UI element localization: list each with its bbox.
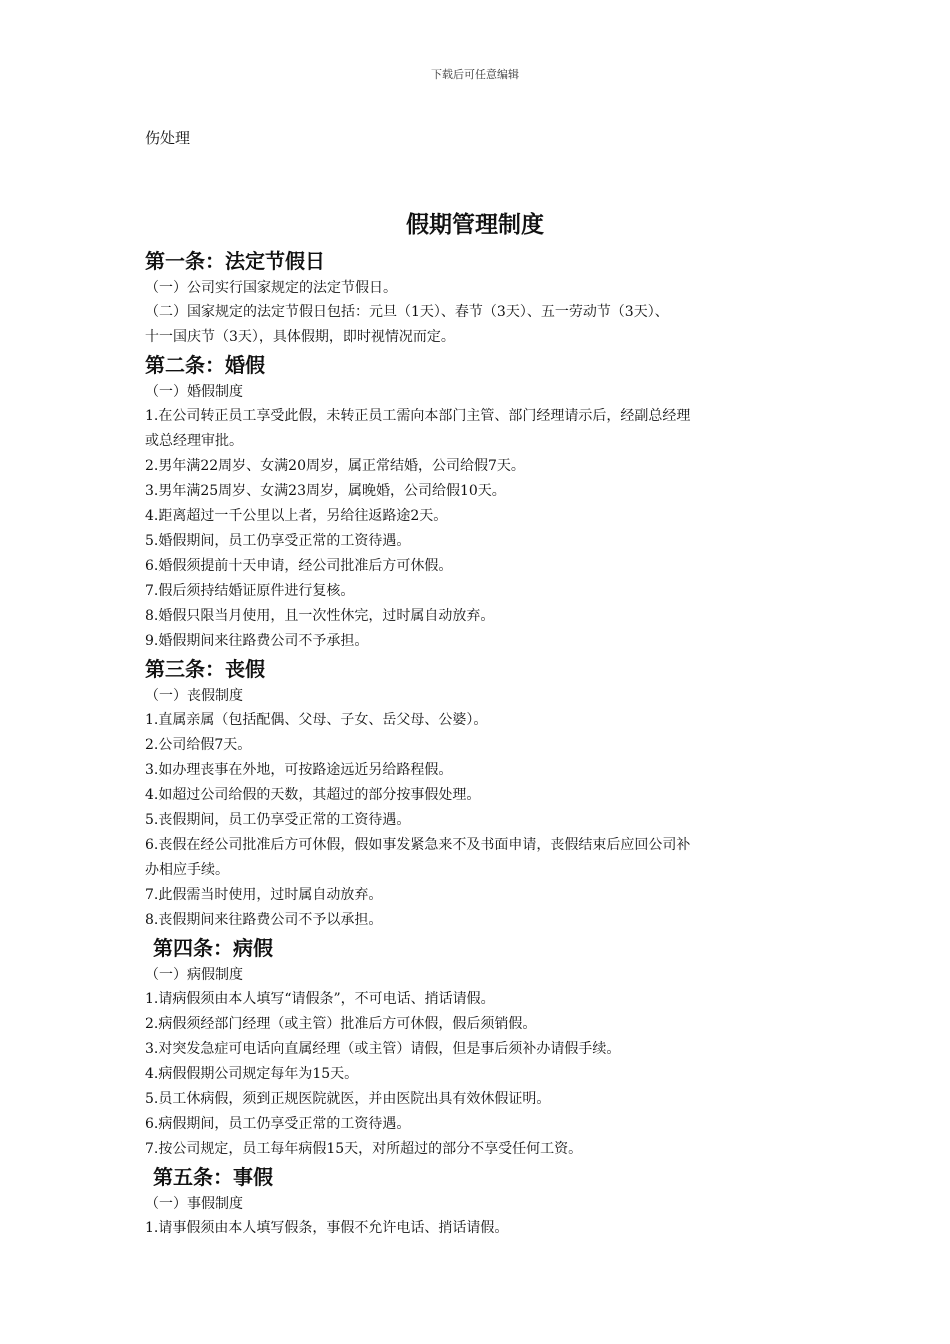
section-heading: 第一条：法定节假日: [145, 249, 325, 273]
document-body: [145, 246, 810, 1241]
document-title: 假期管理制度: [406, 212, 544, 238]
clause-line: 十一国庆节（3天），具体假期，即时视情况而定。: [145, 329, 455, 345]
clause-line: 8.丧假期间来往路费公司不予以承担。: [145, 912, 383, 928]
clause-line: 1.请事假须由本人填写假条，事假不允许电话、捎话请假。: [145, 1220, 509, 1236]
clause-line: 5.员工休病假，须到正规医院就医，并由医院出具有效休假证明。: [145, 1091, 551, 1107]
clause-line: 6.婚假须提前十天申请，经公司批准后方可休假。: [145, 558, 453, 574]
clause-line: 3.男年满25周岁、女满23周岁，属晚婚，公司给假10天。: [145, 483, 506, 499]
clause-line: （二）国家规定的法定节假日包括：元旦（1天）、春节（3天）、五一劳动节（3天）、: [145, 304, 669, 320]
clause-line: 5.丧假期间，员工仍享受正常的工资待遇。: [145, 812, 411, 828]
clause-line: 8.婚假只限当月使用，且一次性休完，过时属自动放弃。: [145, 608, 495, 624]
clause-line: 6.丧假在经公司批准后方可休假，假如事发紧急来不及书面申请，丧假结束后应回公司补: [145, 837, 691, 853]
clause-line: 1.请病假须由本人填写“请假条”，不可电话、捎话请假。: [145, 991, 495, 1007]
clause-line: 4.距离超过一千公里以上者，另给往返路途2天。: [145, 508, 448, 524]
section-heading: 第三条：丧假: [145, 657, 265, 681]
clause-line: 1.直属亲属（包括配偶、父母、子女、岳父母、公婆）。: [145, 712, 488, 728]
clause-line: 4.如超过公司给假的天数，其超过的部分按事假处理。: [145, 787, 481, 803]
continued-text-fragment: 伤处理: [145, 129, 191, 147]
clause-line: 5.婚假期间，员工仍享受正常的工资待遇。: [145, 533, 411, 549]
clause-line: （一）事假制度: [145, 1196, 243, 1212]
clause-line: 4.病假假期公司规定每年为15天。: [145, 1066, 359, 1082]
clause-line: 3.如办理丧事在外地，可按路途远近另给路程假。: [145, 762, 453, 778]
clause-line: 1.在公司转正员工享受此假，未转正员工需向本部门主管、部门经理请示后，经副总经理: [145, 408, 691, 424]
clause-line: 7.此假需当时使用，过时属自动放弃。: [145, 887, 383, 903]
section-heading: 第五条：事假: [153, 1165, 273, 1189]
header-note: 下载后可任意编辑: [431, 68, 519, 81]
clause-line: 办相应手续。: [145, 862, 229, 878]
clause-line: 2.男年满22周岁、女满20周岁，属正常结婚，公司给假7天。: [145, 458, 525, 474]
clause-line: 2.公司给假7天。: [145, 737, 252, 753]
clause-line: 7.按公司规定，员工每年病假15天，对所超过的部分不享受任何工资。: [145, 1141, 583, 1157]
clause-line: 或总经理审批。: [145, 433, 243, 449]
clause-line: 2.病假须经部门经理（或主管）批准后方可休假，假后须销假。: [145, 1016, 537, 1032]
clause-line: （一）婚假制度: [145, 384, 243, 400]
clause-line: 7.假后须持结婚证原件进行复核。: [145, 583, 355, 599]
clause-line: 9.婚假期间来往路费公司不予承担。: [145, 633, 369, 649]
section-heading: 第四条：病假: [153, 936, 273, 960]
clause-line: （一）丧假制度: [145, 688, 243, 704]
clause-line: 3.对突发急症可电话向直属经理（或主管）请假，但是事后须补办请假手续。: [145, 1041, 621, 1057]
clause-line: （一）公司实行国家规定的法定节假日。: [145, 280, 397, 296]
clause-line: 6.病假期间，员工仍享受正常的工资待遇。: [145, 1116, 411, 1132]
clause-line: （一）病假制度: [145, 967, 243, 983]
section-heading: 第二条：婚假: [145, 353, 265, 377]
